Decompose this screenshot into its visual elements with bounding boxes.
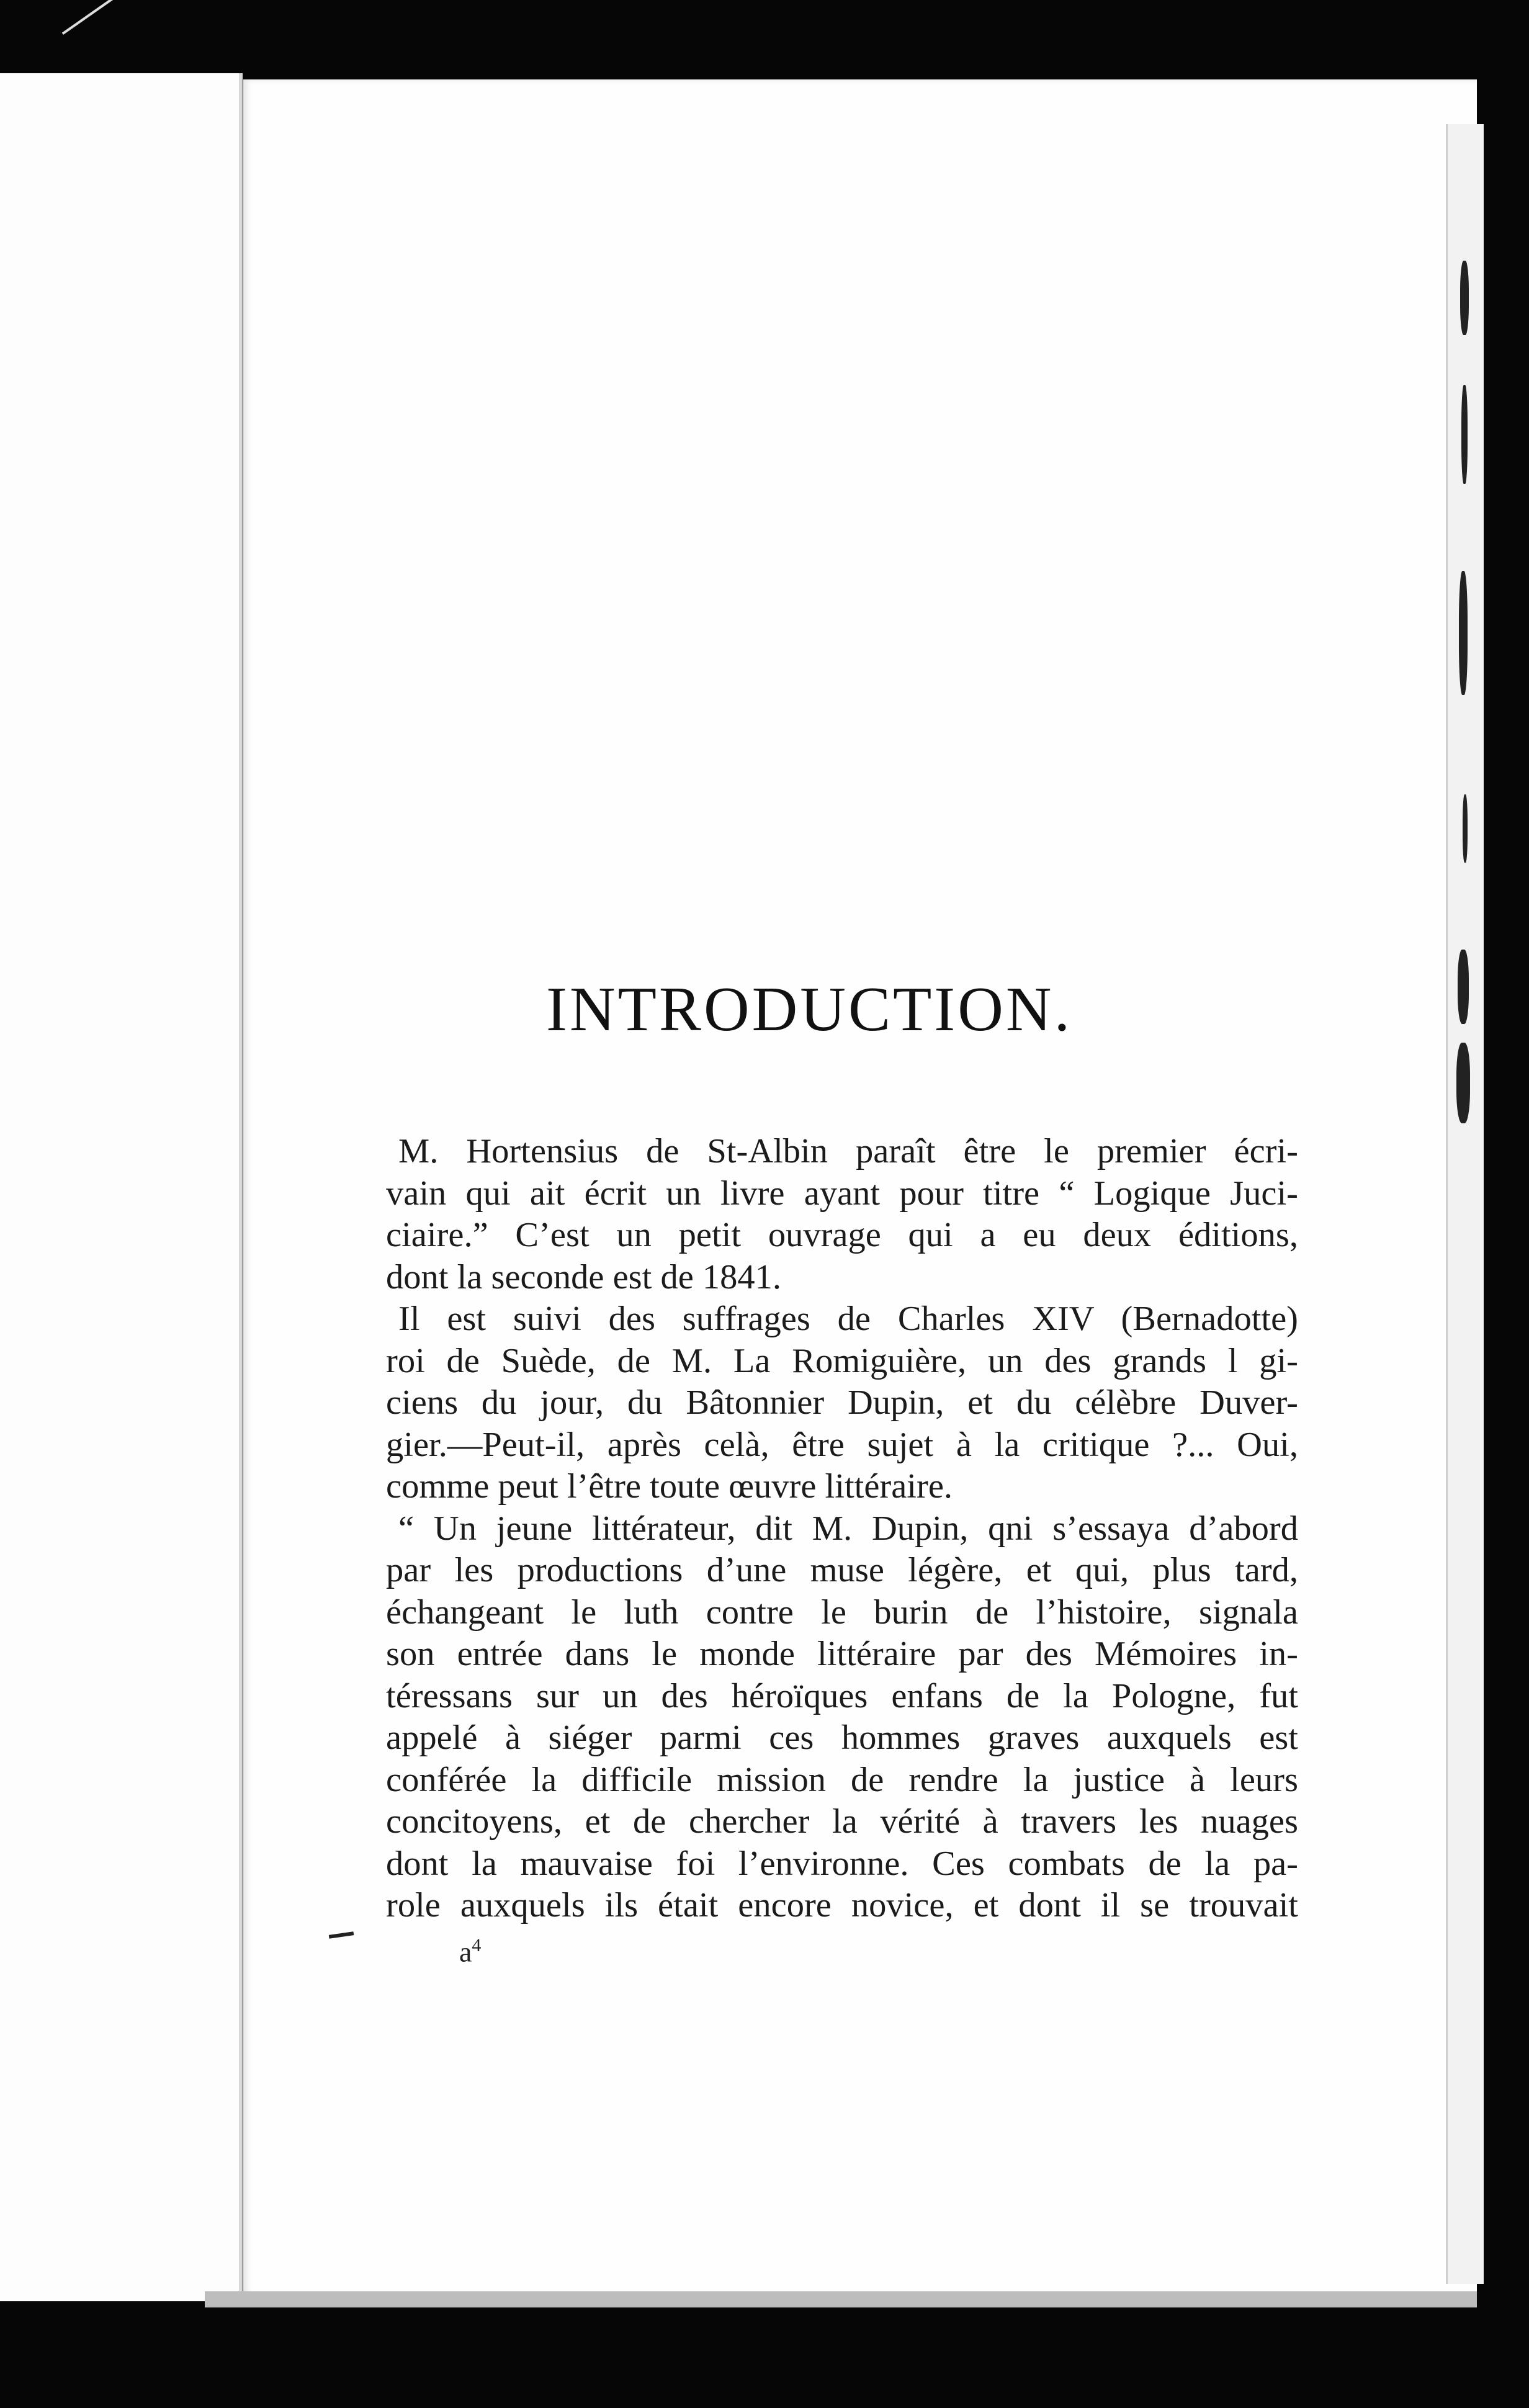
edge-mark xyxy=(1458,950,1469,1024)
scan-mark xyxy=(62,0,125,35)
text-line: vain qui ait écrit un livre ayant pour titre “ Logique Juci- xyxy=(386,1174,1298,1213)
text-line: dont la mauvaise foi l’environne. Ces combats de la pa- xyxy=(386,1844,1298,1883)
text-line: roi de Suède, de M. La Romiguière, un des grands l gi- xyxy=(386,1341,1298,1380)
text-line: concitoyens, et de chercher la vérité à travers les nuages xyxy=(386,1802,1298,1841)
page-heading: INTRODUCTION. xyxy=(546,974,1073,1045)
text-line: ciens du jour, du Bâtonnier Dupin, et du célèbre Duver- xyxy=(386,1383,1298,1422)
edge-mark xyxy=(1463,794,1468,863)
text-line: son entrée dans le monde littéraire par des Mémoires in- xyxy=(386,1635,1298,1673)
page-bottom-edge xyxy=(205,2291,1477,2307)
text-line: téressans sur un des héroïques enfans de la Pologne, fut xyxy=(386,1676,1298,1715)
text-line: role auxquels ils était encore novice, et dont il se trouvait xyxy=(386,1886,1298,1925)
edge-mark xyxy=(1456,1043,1470,1123)
text-line: comme peut l’être toute œuvre littéraire. xyxy=(386,1467,953,1506)
body-text xyxy=(386,1131,1298,1927)
text-line: ciaire.” C’est un petit ouvrage qui a eu deux éditions, xyxy=(386,1216,1298,1254)
text-line: “ Un jeune littérateur, dit M. Dupin, qni s’essaya d’abord xyxy=(398,1509,1298,1548)
edge-mark xyxy=(1459,571,1468,695)
text-line: Il est suivi des suffrages de Charles XIV (Bernadotte) xyxy=(398,1300,1298,1338)
edge-mark xyxy=(1461,385,1468,484)
printer-signature xyxy=(459,1935,481,1968)
signature-number: 4 xyxy=(472,1935,482,1956)
facing-page xyxy=(0,73,243,2301)
text-line: appelé à siéger parmi ces hommes graves auxquels est xyxy=(386,1718,1298,1757)
text-line: gier.—Peut-il, après celà, être sujet à la critique ?... Oui, xyxy=(386,1425,1298,1464)
text-line: échangeant le luth contre le burin de l’histoire, signala xyxy=(386,1593,1298,1632)
text-line: conférée la difficile mission de rendre la justice à leurs xyxy=(386,1760,1298,1799)
edge-mark xyxy=(1460,261,1469,335)
text-line: M. Hortensius de St-Albin paraît être le premier écri- xyxy=(398,1132,1298,1170)
page-edge xyxy=(1446,124,1484,2284)
text-line: par les productions d’une muse légère, et qui, plus tard, xyxy=(386,1551,1298,1589)
signature-letter: a xyxy=(459,1936,472,1968)
text-line: dont la seconde est de 1841. xyxy=(386,1257,782,1296)
